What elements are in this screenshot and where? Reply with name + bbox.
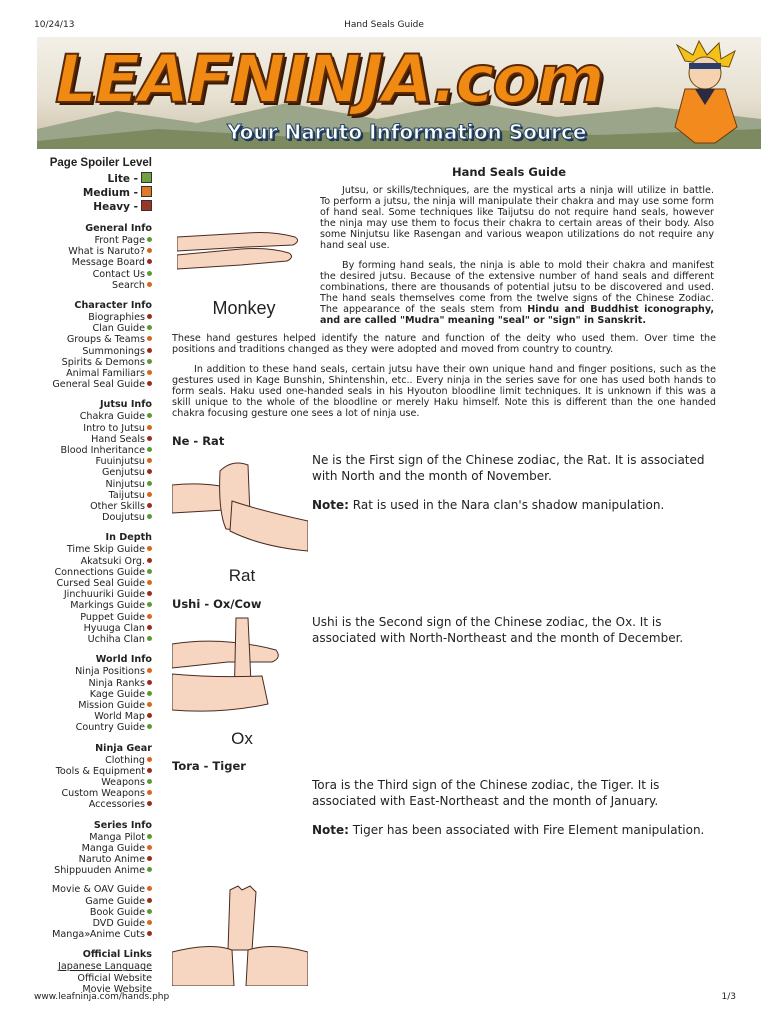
spoiler-dot-icon (147, 370, 152, 375)
spoiler-dot-icon (147, 898, 152, 903)
spoiler-dot-icon (147, 314, 152, 319)
spoiler-dot-icon (147, 381, 152, 386)
nav-link-label: Shippuuden Anime (54, 865, 145, 877)
intro-2-bold: Hindu and Buddhist iconography, and are called "Mudra" meaning "seal" or "sign" in Sanskrit. (320, 304, 714, 326)
spoiler-dot-icon (147, 724, 152, 729)
spoiler-dot-icon (147, 436, 152, 441)
nav-link[interactable] (36, 766, 152, 777)
monkey-seal-image (177, 189, 311, 323)
nav-link[interactable] (36, 423, 152, 434)
spoiler-dot-icon (147, 845, 152, 850)
nav-link[interactable] (36, 434, 152, 445)
nav-link[interactable] (36, 479, 152, 490)
spoiler-dot-icon (147, 425, 152, 430)
nav-link-label: Game Guide (85, 895, 145, 907)
tiger-seal-image (172, 880, 308, 986)
spoiler-dot-icon (147, 503, 152, 508)
spoiler-dot-icon (147, 259, 152, 264)
nav-link[interactable] (36, 896, 152, 907)
page-title: Hand Seals Guide (451, 165, 567, 179)
intro-paragraph-2-cont: These hand gestures helped identify the nature and function of the deity who used them. Over time the positions and traditions changed as they were adopted and moved from country to country. (172, 333, 716, 355)
nav-section-title: Ninja Gear (95, 742, 152, 754)
nav-link[interactable] (36, 711, 152, 722)
nav-link[interactable] (36, 634, 152, 645)
main-content (172, 163, 716, 419)
spoiler-medium[interactable] (36, 186, 152, 200)
nav-link-label: Summonings (82, 345, 145, 357)
spoiler-heavy[interactable] (36, 200, 152, 214)
sidebar-nav (36, 157, 152, 995)
spoiler-dot-icon (147, 768, 152, 773)
ox-text: Ushi is the Second sign of the Chinese zodiac, the Ox. It is associated with North-Northeast and the month of December. (312, 615, 684, 645)
print-header (0, 0, 768, 32)
spoiler-lite[interactable] (36, 172, 152, 186)
spoiler-dot-icon (147, 481, 152, 486)
nav-link[interactable] (36, 490, 152, 501)
spoiler-dot-icon (147, 271, 152, 276)
nav-link[interactable] (36, 929, 152, 940)
nav-link[interactable] (36, 512, 152, 523)
nav-link-label: Country Guide (75, 722, 145, 734)
spoiler-dot-icon (147, 834, 152, 839)
sign-heading-tiger: Tora - Tiger (172, 759, 246, 773)
nav-link-label: Accessories (88, 799, 145, 811)
nav-link-label: Blood Inheritance (60, 445, 145, 457)
lite-swatch (141, 172, 152, 183)
tiger-description (312, 777, 712, 851)
nav-section-title: In Depth (105, 532, 152, 544)
nav-link-label: Japanese Language (58, 961, 152, 973)
nav-link-label: Animal Familiars (66, 368, 145, 380)
spoiler-dot-icon (147, 447, 152, 452)
nav-link[interactable] (36, 257, 152, 268)
print-title: Hand Seals Guide (344, 20, 424, 30)
nav-link[interactable] (36, 854, 152, 865)
nav-link-label: Hyuuga Clan (83, 622, 145, 634)
nav-link-label: Contact Us (92, 268, 145, 280)
nav-link[interactable] (36, 368, 152, 379)
nav-link-label: Search (112, 279, 145, 291)
nav-link[interactable] (36, 467, 152, 478)
nav-link[interactable] (36, 501, 152, 512)
nav-link-label: Front Page (94, 235, 145, 246)
nav-link[interactable] (36, 357, 152, 368)
nav-link[interactable] (36, 700, 152, 711)
rat-text: Ne is the First sign of the Chinese zodiac, the Rat. It is associated with North and the month of November. (312, 453, 705, 483)
nav-spacer (36, 876, 152, 884)
nav-link[interactable] (36, 666, 152, 677)
spoiler-dot-icon (147, 801, 152, 806)
nav-link[interactable] (36, 334, 152, 345)
nav-link-label: Book Guide (89, 906, 145, 918)
spoiler-dot-icon (147, 920, 152, 925)
nav-link[interactable] (36, 918, 152, 929)
spoiler-dot-icon (147, 614, 152, 619)
nav-link-label: Connections Guide (54, 566, 145, 578)
heavy-swatch (141, 200, 152, 211)
nav-section-title: Series Info (93, 819, 152, 831)
nav-link-label: Clan Guide (92, 323, 145, 335)
nav-link-label: Chakra Guide (79, 411, 145, 423)
nav-link[interactable] (36, 884, 152, 895)
nav-link-label: Other Skills (90, 501, 145, 513)
nav-link-label: Markings Guide (70, 600, 145, 612)
tiger-text: Tora is the Third sign of the Chinese zodiac, the Tiger. It is associated with East-Northeast and the month of January. (312, 778, 660, 808)
spoiler-dot-icon (147, 546, 152, 551)
nav-link[interactable] (36, 411, 152, 422)
ninja-character-image (655, 39, 755, 147)
nav-link-label: Cursed Seal Guide (56, 578, 145, 590)
nav-link[interactable] (36, 544, 152, 555)
nav-link-label: Uchiha Clan (87, 634, 145, 646)
nav-link[interactable] (36, 612, 152, 623)
nav-link[interactable] (36, 755, 152, 766)
nav-link-label: World Map (94, 711, 145, 723)
nav-link[interactable] (36, 907, 152, 918)
spoiler-level-title: Page Spoiler Level (49, 157, 152, 169)
nav-link-label: Time Skip Guide (66, 544, 145, 556)
site-tagline: Your Naruto Information Source (227, 120, 587, 144)
site-logo[interactable]: LEAFNINJA.com (55, 41, 603, 118)
spoiler-dot-icon (147, 458, 152, 463)
intro-paragraph-3: In addition to these hand seals, certain jutsu have their own unique hand and finger positions, such as the gestures used in Kage Bunshin, Shintenshin, etc.. Every ninja in the series save for one has used both hands to form seals. Haku used one-handed seals in his Hyouton bloodline limit techniques. It is unknown if this was a skill unique to the whole of the bloodline or merely Haku himself. Note this is different than the one handed chakra focusing gesture one sees a lot of ninja use. (172, 364, 716, 419)
nav-link-label: Spirits & Demons (61, 356, 145, 368)
spoiler-dot-icon (147, 558, 152, 563)
tiger-note-text: Tiger has been associated with Fire Element manipulation. (352, 823, 705, 837)
spoiler-dot-icon (147, 348, 152, 353)
nav-link-label: Ninja Ranks (88, 677, 145, 689)
nav-link[interactable] (36, 456, 152, 467)
spoiler-dot-icon (147, 867, 152, 872)
spoiler-dot-icon (147, 325, 152, 330)
site-banner[interactable] (37, 37, 761, 149)
spoiler-dot-icon (147, 790, 152, 795)
nav-link[interactable] (36, 689, 152, 700)
monkey-caption: Monkey (212, 298, 276, 318)
nav-link[interactable] (36, 961, 152, 972)
nav-link-label: Manga Guide (81, 842, 145, 854)
nav-link[interactable] (36, 269, 152, 280)
nav-link-label: Ninja Positions (75, 666, 145, 678)
nav-link-label: Biographies (88, 312, 145, 324)
nav-link-label: Mission Guide (78, 699, 145, 711)
spoiler-dot-icon (147, 886, 152, 891)
print-page-number: 1/3 (721, 992, 736, 1002)
tiger-note (312, 822, 712, 838)
nav-link[interactable] (36, 235, 152, 246)
print-url[interactable]: www.leafninja.com/hands.php (34, 992, 170, 1002)
spoiler-medium-label: Medium - (82, 187, 138, 199)
nav-section-title: Jutsu Info (99, 399, 152, 411)
nav-link-label: Naruto Anime (78, 853, 145, 865)
spoiler-lite-label: Lite - (107, 173, 138, 185)
rat-seal-image (172, 451, 308, 589)
ox-seal-image (172, 614, 308, 752)
rat-caption: Rat (228, 566, 256, 585)
nav-section-title: General Info (85, 223, 152, 234)
nav-link[interactable] (36, 312, 152, 323)
nav-section-title: Character Info (74, 300, 152, 312)
rat-note-label: Note: (312, 498, 349, 512)
nav-link[interactable] (36, 379, 152, 390)
print-date: 10/24/13 (34, 20, 75, 30)
nav-section-title: World Info (95, 654, 152, 666)
nav-link[interactable] (36, 589, 152, 600)
nav-link[interactable] (36, 623, 152, 634)
nav-link-label: Groups & Teams (66, 334, 145, 346)
spoiler-dot-icon (147, 514, 152, 519)
nav-link[interactable] (36, 722, 152, 733)
nav-link-label: Movie & OAV Guide (51, 884, 145, 896)
nav-link-label: Jinchuuriki Guide (63, 589, 145, 601)
spoiler-dot-icon (147, 909, 152, 914)
intro-2-text: By forming hand seals, the ninja is able to mold their chakra and manifest the desired jutsu. Because of the extensive number of hand seals and different combinations, there are thousands of potential jutsu to be discovered and used. The hand seals themselves come from the twelve signs of the Chinese Zodiac. The appearance of the seals stem from (320, 260, 714, 315)
nav-link-label: DVD Guide (92, 917, 145, 929)
spoiler-dot-icon (147, 569, 152, 574)
nav-link-label: What is Naruto? (68, 246, 145, 258)
nav-link[interactable] (36, 843, 152, 854)
spoiler-dot-icon (147, 856, 152, 861)
spoiler-dot-icon (147, 691, 152, 696)
spoiler-dot-icon (147, 668, 152, 673)
spoiler-dot-icon (147, 602, 152, 607)
nav-link-label: General Seal Guide (52, 379, 145, 391)
nav-link-label: Custom Weapons (61, 788, 145, 800)
nav-link[interactable] (36, 678, 152, 689)
nav-link-label: Tools & Equipment (55, 765, 145, 777)
spoiler-dot-icon (147, 413, 152, 418)
nav-link-label: Clothing (105, 754, 145, 766)
spoiler-dot-icon (147, 359, 152, 364)
nav-link-label: Weapons (101, 776, 145, 788)
spoiler-dot-icon (147, 492, 152, 497)
spoiler-dot-icon (147, 625, 152, 630)
spoiler-dot-icon (147, 713, 152, 718)
nav-link-label: Manga Pilot (89, 831, 145, 843)
nav-link[interactable] (36, 556, 152, 567)
nav-link-label: Manga»Anime Cuts (52, 929, 145, 941)
ox-caption: Ox (231, 729, 253, 748)
nav-link[interactable] (36, 323, 152, 334)
nav-link-label: Akatsuki Org. (80, 555, 145, 567)
nav-link[interactable] (36, 973, 152, 984)
nav-link-label: Intro to Jutsu (83, 422, 145, 434)
nav-link-label: Message Board (71, 257, 145, 269)
nav-link[interactable] (36, 865, 152, 876)
nav-sections (36, 223, 152, 995)
rat-description (312, 452, 712, 526)
nav-link[interactable] (36, 567, 152, 578)
spoiler-dot-icon (147, 757, 152, 762)
nav-link-label: Taijutsu (108, 489, 145, 501)
spoiler-dot-icon (147, 248, 152, 253)
intro-paragraph-1: Jutsu, or skills/techniques, are the mystical arts a ninja will utilize in battle. To perform a jutsu, the ninja will manipulate their chakra and may use some form of hand seal. Some techniques like Taijutsu do not require hand seals, however the ninja may use them to focus their chakra to certain areas of their body. Also some Ninjutsu like Rasengan and various weapon utilizations do not require any hand seal use. (320, 185, 714, 251)
nav-link[interactable] (36, 799, 152, 810)
medium-swatch (141, 186, 152, 197)
tiger-note-label: Note: (312, 823, 349, 837)
intro-paragraph-2 (320, 260, 714, 326)
nav-link[interactable] (36, 777, 152, 788)
nav-section-title: Official Links (82, 949, 152, 961)
spoiler-dot-icon (147, 702, 152, 707)
rat-note-text: Rat is used in the Nara clan's shadow manipulation. (352, 498, 665, 512)
ox-description (312, 614, 712, 659)
nav-link-label: Puppet Guide (80, 611, 145, 623)
spoiler-dot-icon (147, 636, 152, 641)
nav-link[interactable] (36, 246, 152, 257)
spoiler-dot-icon (147, 580, 152, 585)
nav-link[interactable] (36, 346, 152, 357)
nav-link[interactable] (36, 445, 152, 456)
nav-link-label: Doujutsu (102, 512, 145, 524)
spoiler-dot-icon (147, 336, 152, 341)
nav-link[interactable] (36, 788, 152, 799)
nav-link-label: Ninjutsu (105, 478, 145, 490)
spoiler-dot-icon (147, 282, 152, 287)
nav-link-label: Fuuinjutsu (95, 456, 145, 468)
sign-heading-ox: Ushi - Ox/Cow (172, 597, 262, 611)
nav-link-label: Kage Guide (89, 688, 145, 700)
nav-link-label: Official Website (77, 972, 152, 984)
spoiler-dot-icon (147, 469, 152, 474)
nav-link[interactable] (36, 578, 152, 589)
continued-text (172, 333, 716, 428)
spoiler-heavy-label: Heavy - (93, 201, 138, 213)
spoiler-dot-icon (147, 680, 152, 685)
nav-link[interactable] (36, 280, 152, 291)
spoiler-dot-icon (147, 931, 152, 936)
rat-note (312, 497, 712, 513)
spoiler-dot-icon (147, 779, 152, 784)
spoiler-dot-icon (147, 591, 152, 596)
nav-link[interactable] (36, 600, 152, 611)
nav-link-label: Movie Website (82, 983, 152, 995)
nav-link[interactable] (36, 832, 152, 843)
nav-link-label: Hand Seals (91, 433, 145, 445)
sign-heading-rat: Ne - Rat (172, 434, 225, 448)
spoiler-dot-icon (147, 237, 152, 242)
intro-text (320, 185, 714, 326)
nav-link-label: Genjutsu (101, 467, 145, 479)
